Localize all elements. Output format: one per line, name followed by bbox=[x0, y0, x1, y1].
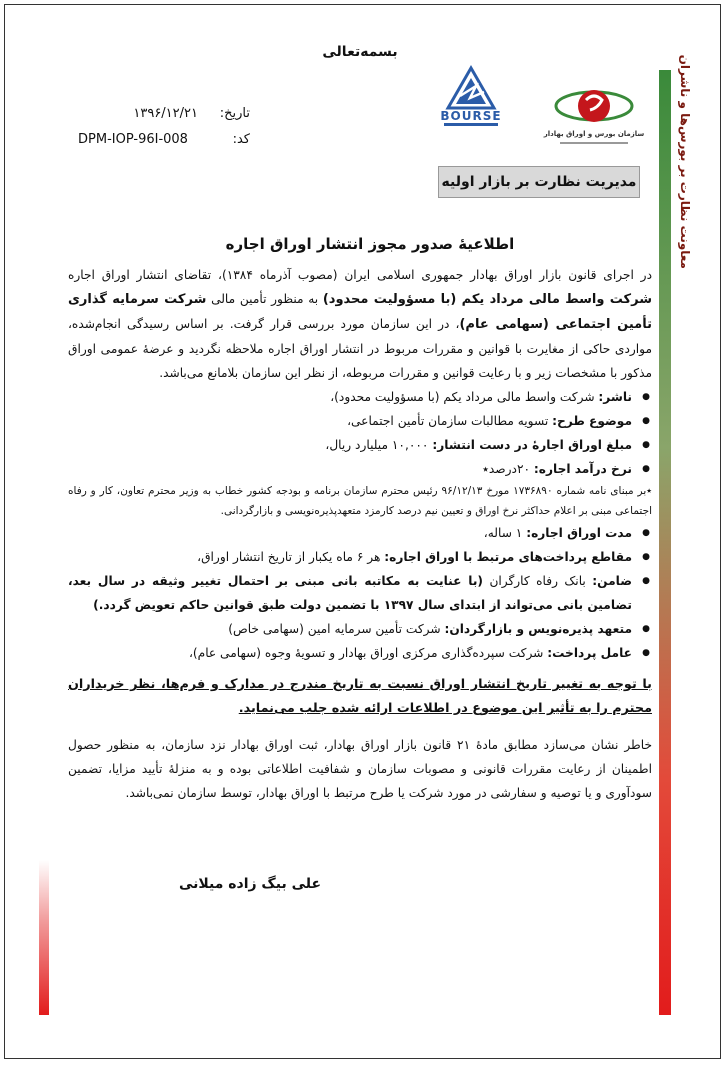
item-value: ۲۰درصد٭ bbox=[482, 462, 534, 476]
list-item bbox=[68, 617, 632, 641]
item-label: ضامن: bbox=[592, 574, 632, 588]
left-color-bar bbox=[39, 860, 49, 1015]
side-label-container bbox=[675, 54, 695, 272]
item-value: ۱ ساله، bbox=[483, 526, 527, 540]
spec-list-a bbox=[68, 385, 652, 481]
intro-paragraph bbox=[68, 263, 652, 385]
intro-text-3: ، در این سازمان مورد بررسی قرار گرفت. بر اساس رسیدگی انجام‌شده، مواردی حاکی از مغایرت با قوانین و مقررات مربوط در انتشار اوراق اجاره ملاحظه نگردید و عرضهٔ عمومی اوراق مذکور با مشخصات زیر و با رعایت قوانین و مقررات مربوطه، از نظر این سازمان بلامانع می‌باشد. bbox=[68, 317, 652, 380]
item-label: عامل پرداخت: bbox=[547, 646, 632, 660]
bourse-logo-icon bbox=[430, 66, 512, 128]
side-label: معاونت نظارت بر بورس‌ها و ناشران bbox=[678, 54, 692, 269]
item-value: هر ۶ ماه یکبار از تاریخ انتشار اوراق، bbox=[197, 550, 385, 564]
item-extra: (با عنایت به مکاتبه بانی مبنی بر احتمال تغییر وثیقه در سال بعد، تضامین بانی می‌تواند از ابتدای سال ۱۳۹۷ با تضمین دولت طبق قوانین حاکم تعویض گردد.) bbox=[68, 574, 632, 612]
intro-beneficiary: شرکت سرمایه گذاری تأمین اجتماعی (سهامی عام) bbox=[68, 292, 652, 332]
bismillah: بسمه‌تعالی bbox=[322, 44, 398, 60]
code-value: DPM-IOP-96I-008 bbox=[78, 132, 188, 147]
side-color-bar bbox=[659, 70, 671, 1015]
sec-logo-icon bbox=[543, 80, 645, 152]
item-value: شرکت واسط مالی مرداد یکم (با مسؤولیت محدود)، bbox=[330, 390, 599, 404]
spec-list-b bbox=[68, 521, 652, 665]
item-label: متعهد پذیره‌نویس و بازارگردان: bbox=[444, 622, 632, 636]
item-value: ۱۰,۰۰۰ میلیارد ریال، bbox=[325, 438, 433, 452]
list-item bbox=[68, 521, 632, 545]
item-value: بانک رفاه کارگران bbox=[483, 574, 593, 588]
item-label: مبلغ اوراق اجارهٔ در دست انتشار: bbox=[432, 438, 632, 452]
item-label: موضوع طرح: bbox=[552, 414, 632, 428]
svg-text:سازمان بورس و اوراق بهادار: سازمان بورس و اوراق بهادار bbox=[543, 130, 645, 138]
item-label: نرخ درآمد اجاره: bbox=[533, 462, 632, 476]
list-item bbox=[68, 457, 632, 481]
intro-company: شرکت واسط مالی مرداد یکم (با مسؤولیت محدود) bbox=[322, 292, 652, 307]
item-label: ناشر: bbox=[598, 390, 632, 404]
department-box: مدیریت نظارت بر بازار اولیه bbox=[438, 166, 640, 198]
svg-text:BOURSE: BOURSE bbox=[440, 109, 502, 123]
list-item bbox=[68, 433, 632, 457]
item-label: مدت اوراق اجاره: bbox=[526, 526, 632, 540]
list-item bbox=[68, 409, 632, 433]
signature: علی بیگ زاده میلانی bbox=[178, 876, 322, 892]
list-item bbox=[68, 641, 632, 665]
bourse-logo bbox=[430, 66, 512, 128]
footnote: ٭بر مبنای نامه شماره ۱۷۳۶۸۹۰ مورخ ۹۶/۱۲/۱۳ رئیس محترم سازمان برنامه و بودجه کشور خطاب به وزیر محترم تعاون، کار و رفاه اجتماعی مبنی بر اعلام حداکثر نرخ اوراق و تعیین نیم درصد کارمزد متعهدپذیره‌نویسی و بازارگردانی. bbox=[68, 485, 652, 517]
sec-logo bbox=[543, 80, 645, 152]
closing-paragraph: خاطر نشان می‌سازد مطابق مادهٔ ۲۱ قانون بازار اوراق بهادار، ثبت اوراق بهادار نزد سازمان، به منظور حصول اطمینان از رعایت مقررات قانونی و مصوبات سازمان و شفافیت اطلاعاتی بوده و به منزلهٔ تأیید مزایا، تضمین سودآوری و یا توصیه و سفارشی در مورد شرکت یا طرح مرتبط با اوراق بهادار، توسط سازمان نمی‌باشد. bbox=[68, 738, 652, 800]
item-value: تسویه مطالبات سازمان تأمین اجتماعی، bbox=[347, 414, 553, 428]
intro-text-1: در اجرای قانون بازار اوراق بهادار جمهوری اسلامی ایران (مصوب آذرماه ۱۳۸۴)، تقاضای انتشار اوراق اجاره bbox=[68, 268, 652, 282]
code-label: کد: bbox=[232, 132, 250, 147]
document-title: اطلاعیهٔ صدور مجوز انتشار اوراق اجاره bbox=[225, 235, 515, 253]
date-label: تاریخ: bbox=[219, 106, 250, 121]
intro-text-2: به منظور تأمین مالی bbox=[206, 292, 323, 306]
item-label: مقاطع پرداخت‌های مرتبط با اوراق اجاره: bbox=[384, 550, 632, 564]
notice-paragraph: با توجه به تغییر تاریخ انتشار اوراق نسبت به تاریخ مندرج در مدارک و فرم‌ها، نظر خریداران محترم را به تأثیر این موضوع در اطلاعات ارائه شده جلب می‌نماید. bbox=[68, 677, 652, 716]
list-item bbox=[68, 569, 632, 617]
document-body bbox=[68, 263, 652, 805]
item-value: شرکت تأمین سرمایه امین (سهامی خاص) bbox=[228, 622, 445, 636]
item-value: شرکت سپرده‌گذاری مرکزی اوراق بهادار و تسویهٔ وجوه (سهامی عام)، bbox=[188, 646, 548, 660]
date-value: ۱۳۹۶/۱۲/۲۱ bbox=[133, 106, 198, 121]
list-item bbox=[68, 385, 632, 409]
list-item bbox=[68, 545, 632, 569]
